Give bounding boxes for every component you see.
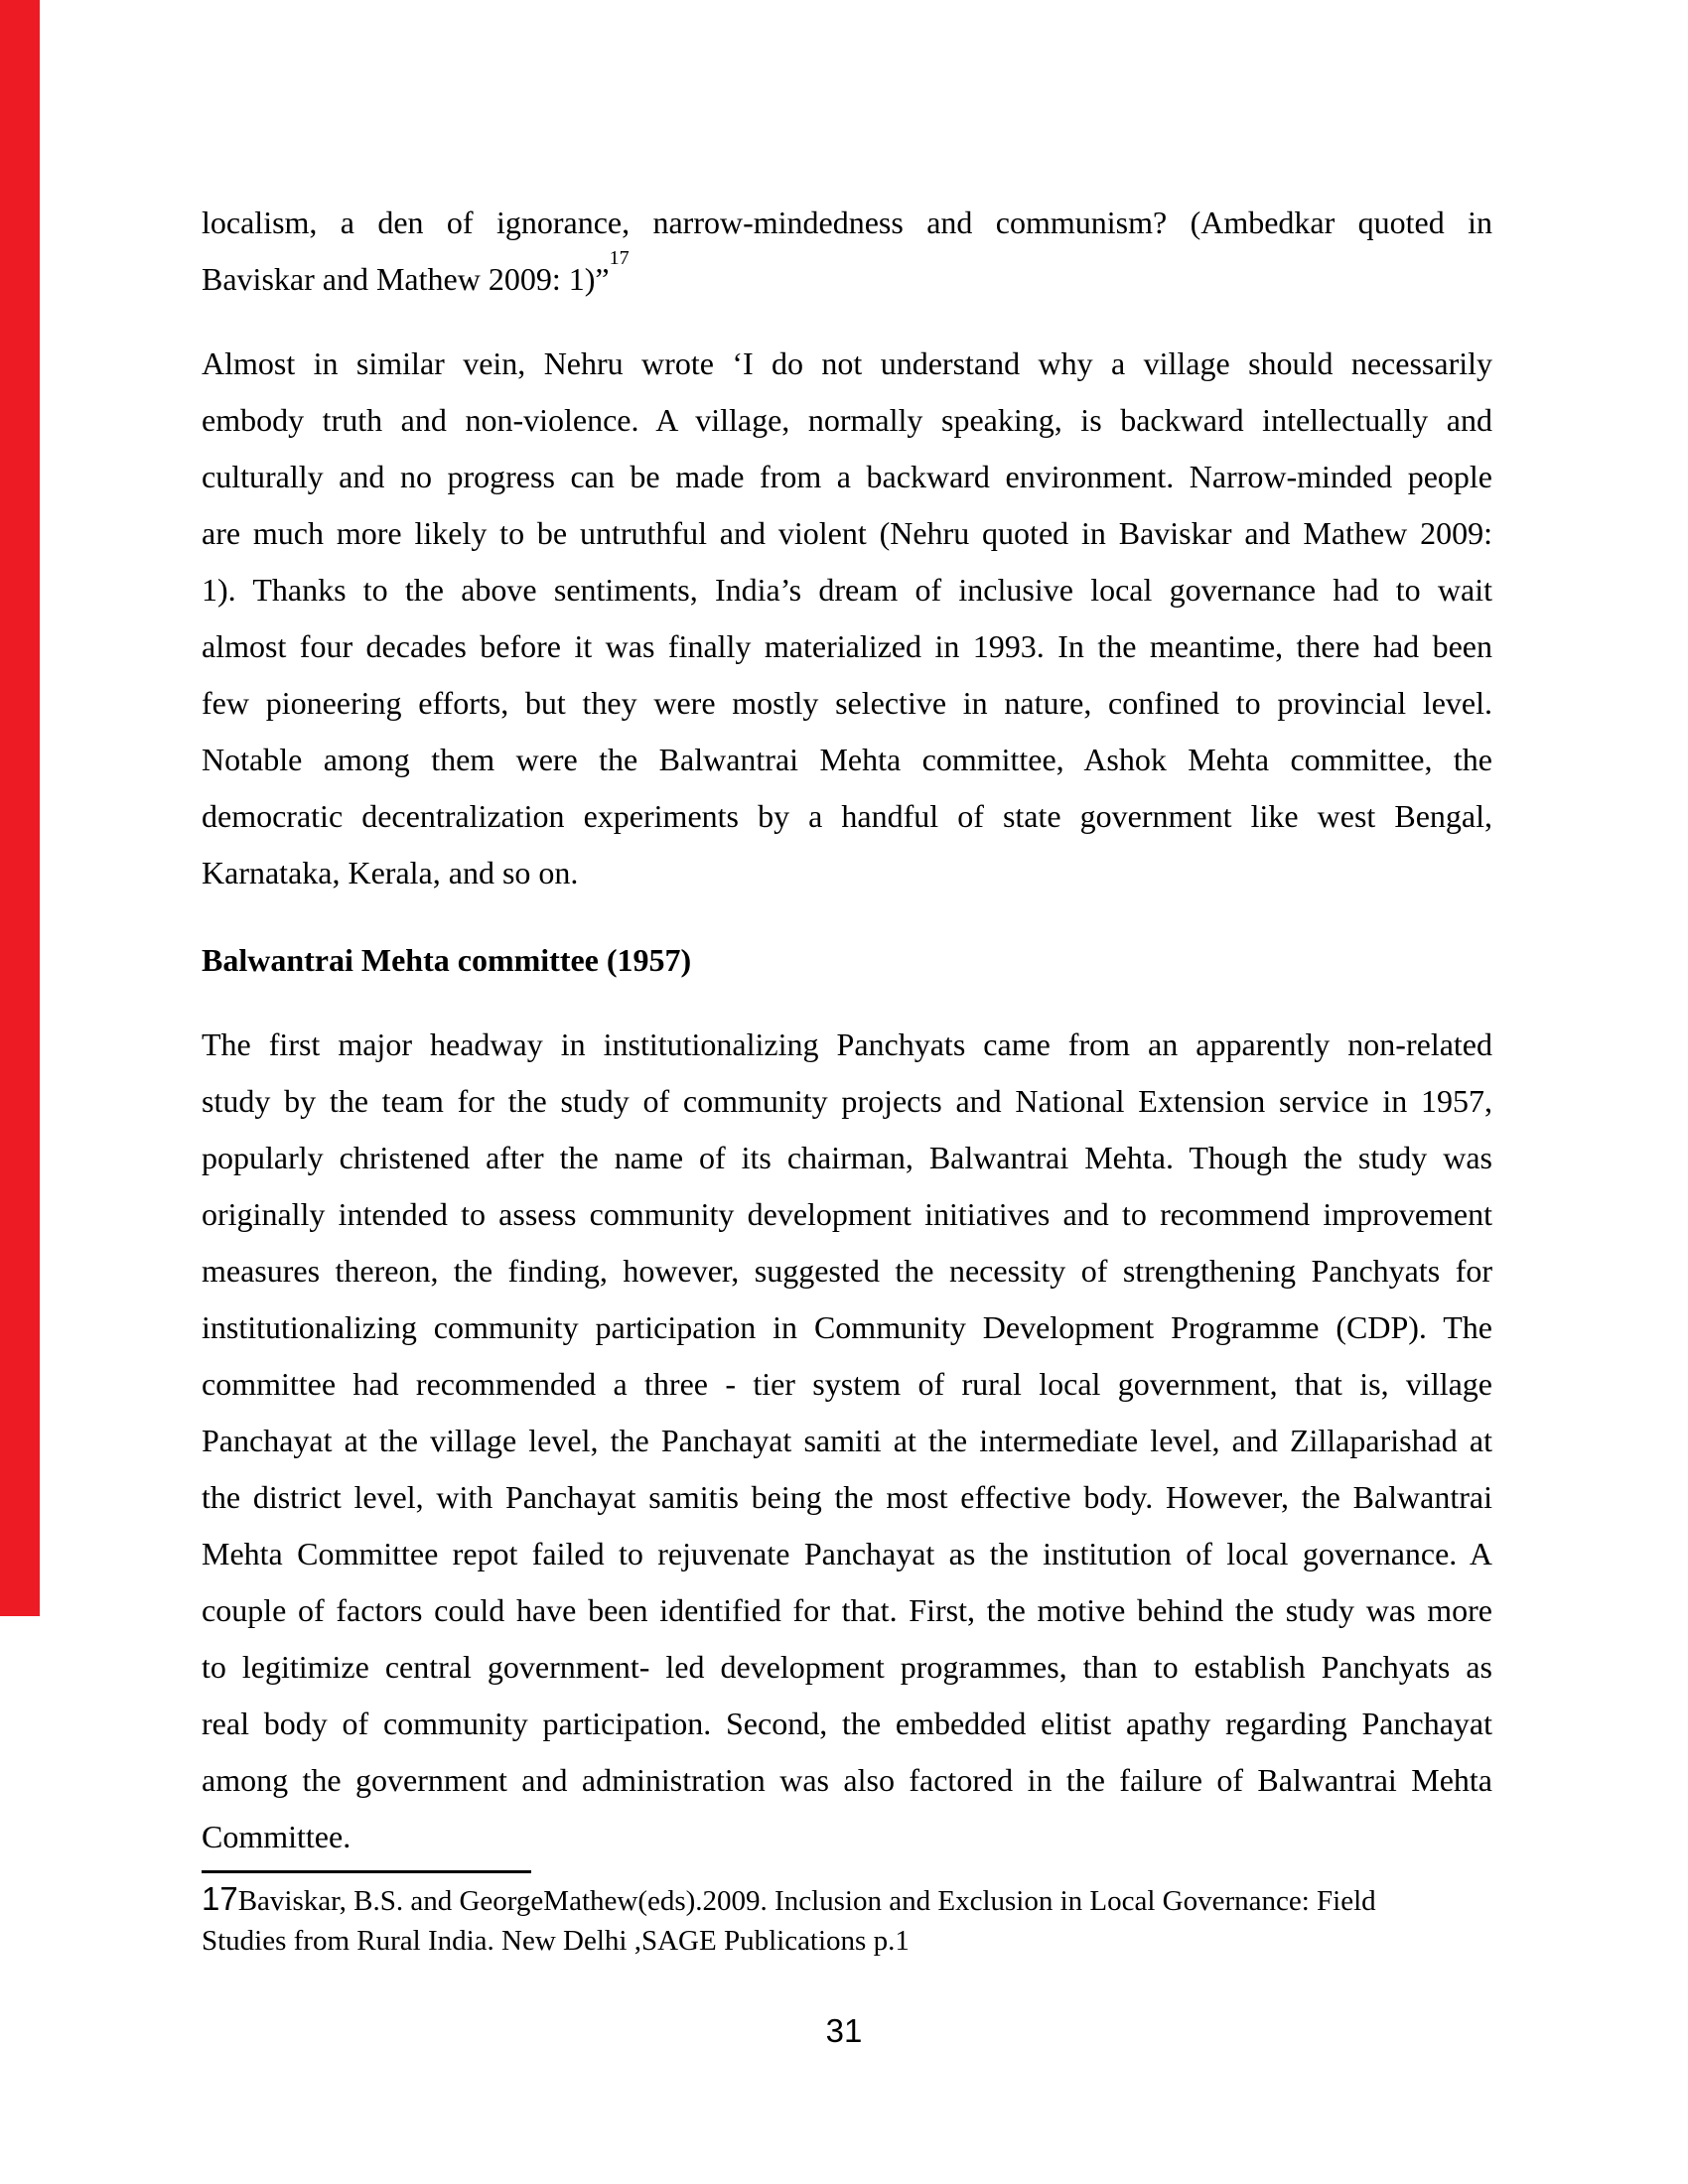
text-line: the district level, with Panchayat samitis being the most effective body. However, the Balwantrai: [202, 1479, 1492, 1515]
footnote-number: 17: [202, 1880, 238, 1917]
text-line: localism, a den of ignorance, narrow-mindedness and communism? (Ambedkar quoted in: [202, 205, 1492, 240]
text-line: Notable among them were the Balwantrai Mehta committee, Ashok Mehta committee, the: [202, 742, 1492, 777]
text-segment: Baviskar and Mathew 2009: 1)”: [202, 261, 610, 297]
text-line: [202, 251, 1492, 308]
footnote-separator-rule: [202, 1870, 531, 1873]
text-line: study by the team for the study of community projects and National Extension service in 1957,: [202, 1083, 1492, 1119]
footnote-text: Baviskar, B.S. and GeorgeMathew(eds).2009. Inclusion and Exclusion in Local Governance: Field: [237, 1885, 1376, 1917]
text-line: originally intended to assess community development initiatives and to recommend improvement: [202, 1196, 1492, 1232]
page-text-column: [202, 195, 1492, 1963]
paragraph-balwantrai-mehta: [202, 1017, 1492, 1865]
text-line: real body of community participation. Second, the embedded elitist apathy regarding Panchayat: [202, 1706, 1492, 1741]
paragraph-quote-continuation: [202, 195, 1492, 308]
text-line: culturally and no progress can be made from a backward environment. Narrow-minded people: [202, 459, 1492, 494]
footnote-line: Studies from Rural India. New Delhi ,SAGE Publications p.1: [202, 1925, 910, 1957]
footnote-line: [202, 1877, 1492, 1920]
paragraph-nehru-governance: [202, 336, 1492, 901]
text-line: among the government and administration was also factored in the failure of Balwantrai Mehta: [202, 1762, 1492, 1798]
text-line: Karnataka, Kerala, and so on.: [202, 855, 579, 890]
text-line: Panchayat at the village level, the Panchayat samiti at the intermediate level, and Zillaparishad at: [202, 1423, 1492, 1458]
page-number: 31: [825, 2012, 863, 2049]
text-line: are much more likely to be untruthful and violent (Nehru quoted in Baviskar and Mathew 2009:: [202, 515, 1492, 551]
text-line: 1). Thanks to the above sentiments, India’s dream of inclusive local governance had to wait: [202, 572, 1492, 608]
text-line: popularly christened after the name of its chairman, Balwantrai Mehta. Though the study was: [202, 1140, 1492, 1175]
text-line: democratic decentralization experiments by a handful of state government like west Bengal,: [202, 798, 1492, 834]
footnote-reference-marker: 17: [609, 251, 630, 270]
text-line: institutionalizing community participation in Community Development Programme (CDP). The: [202, 1309, 1492, 1345]
text-line: Almost in similar vein, Nehru wrote ‘I do not understand why a village should necessarily: [202, 345, 1492, 381]
text-line: embody truth and non-violence. A village, normally speaking, is backward intellectually and: [202, 402, 1492, 438]
text-line: The first major headway in institutionalizing Panchyats came from an apparently non-related: [202, 1026, 1492, 1062]
text-line: couple of factors could have been identified for that. First, the motive behind the study was more: [202, 1592, 1492, 1628]
text-line: almost four decades before it was finally materialized in 1993. In the meantime, there had been: [202, 628, 1492, 664]
footnote: [202, 1877, 1492, 1963]
text-line: Mehta Committee repot failed to rejuvenate Panchayat as the institution of local governance. A: [202, 1536, 1492, 1571]
text-line: Committee.: [202, 1819, 352, 1854]
text-line: measures thereon, the finding, however, suggested the necessity of strengthening Panchyats for: [202, 1253, 1492, 1289]
red-edge-bar: [0, 0, 40, 1616]
section-heading: Balwantrai Mehta committee (1957): [202, 942, 692, 978]
text-line: few pioneering efforts, but they were mostly selective in nature, confined to provincial level.: [202, 685, 1492, 721]
text-line: to legitimize central government- led development programmes, than to establish Panchyats as: [202, 1649, 1492, 1685]
text-line: committee had recommended a three - tier system of rural local government, that is, village: [202, 1366, 1492, 1402]
